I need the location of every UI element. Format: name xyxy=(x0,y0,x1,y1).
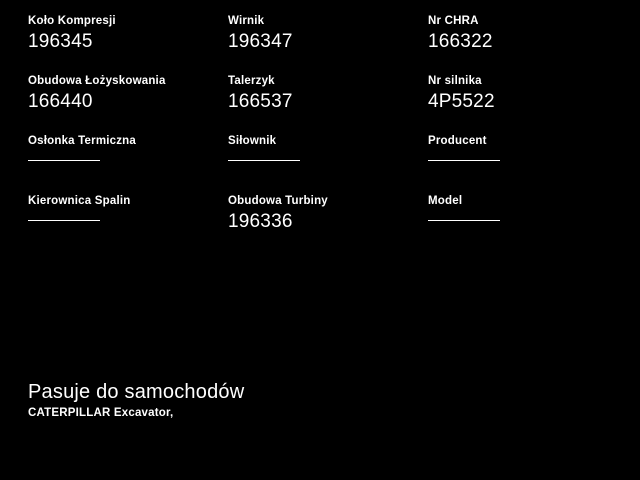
spec-label: Nr silnika xyxy=(428,75,482,87)
spec-value-placeholder-rule xyxy=(28,220,100,221)
spec-item-kolo-kompresji xyxy=(28,14,228,74)
spec-label: Wirnik xyxy=(228,15,265,27)
spec-item-obudowa-turbiny xyxy=(228,194,428,254)
spec-label: Osłonka Termiczna xyxy=(28,135,137,147)
fits-vehicles-list: CATERPILLAR Excavator, xyxy=(28,407,174,419)
spec-label: Model xyxy=(428,195,463,207)
spec-item-nr-silnika xyxy=(428,74,612,134)
spec-value: 196345 xyxy=(28,31,93,52)
spec-value: 166440 xyxy=(28,91,93,112)
spec-item-oslonka-termiczna xyxy=(28,134,228,194)
fits-vehicles-section xyxy=(28,380,588,421)
spec-item-silownik xyxy=(228,134,428,194)
spec-item-producent xyxy=(428,134,612,194)
spec-label: Siłownik xyxy=(228,135,277,147)
spec-grid xyxy=(28,14,612,254)
spec-value: 196336 xyxy=(228,211,293,232)
spec-item-model xyxy=(428,194,612,254)
spec-item-obudowa-lozyskowania xyxy=(28,74,228,134)
spec-label: Obudowa Łożyskowania xyxy=(28,75,166,87)
spec-label: Kierownica Spalin xyxy=(28,195,131,207)
spec-value: 166537 xyxy=(228,91,293,112)
spec-value-placeholder-rule xyxy=(428,220,500,221)
spec-label: Producent xyxy=(428,135,487,147)
spec-label: Nr CHRA xyxy=(428,15,479,27)
spec-value: 166322 xyxy=(428,31,493,52)
fits-vehicles-title: Pasuje do samochodów xyxy=(28,381,245,403)
spec-value-placeholder-rule xyxy=(228,160,300,161)
spec-label: Koło Kompresji xyxy=(28,15,116,27)
spec-label: Talerzyk xyxy=(228,75,275,87)
spec-item-kierownica-spalin xyxy=(28,194,228,254)
spec-item-nr-chra xyxy=(428,14,612,74)
spec-value-placeholder-rule xyxy=(428,160,500,161)
spec-value-placeholder-rule xyxy=(28,160,100,161)
spec-value: 196347 xyxy=(228,31,293,52)
spec-label: Obudowa Turbiny xyxy=(228,195,328,207)
spec-item-talerzyk xyxy=(228,74,428,134)
spec-item-wirnik xyxy=(228,14,428,74)
spec-value: 4P5522 xyxy=(428,91,495,112)
